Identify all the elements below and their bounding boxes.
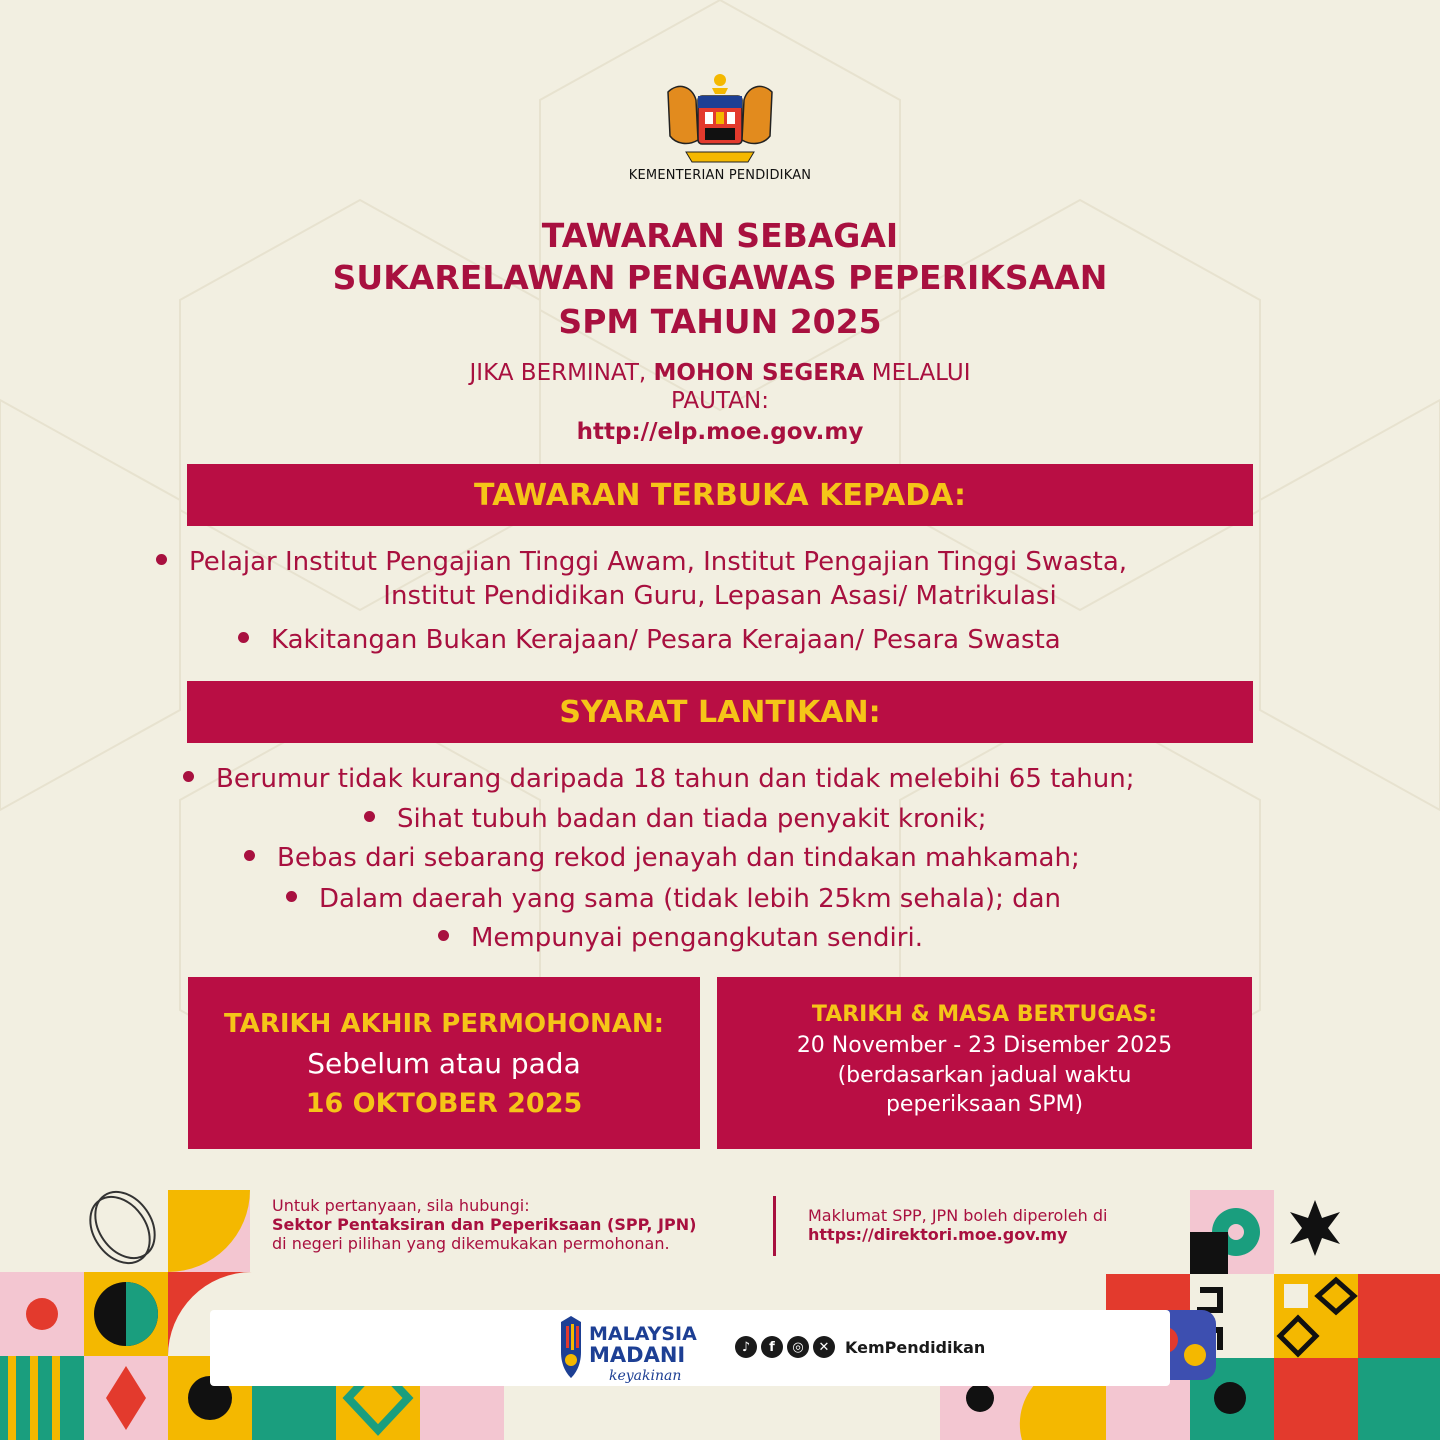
offer-item-text: Kakitangan Bukan Kerajaan/ Pesara Kerajaan/ Pesara Swasta [271,625,1061,655]
bullet-icon [364,811,375,822]
offer-item-continuation: Institut Pendidikan Guru, Lepasan Asasi/ Matrikulasi [383,581,1057,611]
bullet-icon [238,632,249,643]
requirement-text: Mempunyai pengangkutan sendiri. [471,923,923,953]
contact-divider [773,1196,776,1256]
offer-item [156,549,1127,575]
requirement-item [364,806,986,832]
intro-prefix: JIKA BERMINAT, [469,360,654,386]
requirement-text: Bebas dari sebarang rekod jenayah dan tindakan mahkamah; [277,843,1080,873]
offer-item [238,627,1061,653]
page-title-line-2: SUKARELAWAN PENGAWAS PEPERIKSAAN [332,258,1108,297]
requirements-heading-band [187,681,1253,743]
deadline-line: Sebelum atau pada [307,1047,581,1080]
offer-item-text: Pelajar Institut Pengajian Tinggi Awam, Institut Pengajian Tinggi Swasta, [189,547,1128,577]
contact-line-3: di negeri pilihan yang dikemukakan permohonan. [272,1234,670,1254]
directory-info [808,1206,1107,1244]
intro-emphasis: MOHON SEGERA [653,360,865,386]
intro-line-1 [0,362,1440,385]
requirement-item [286,886,1061,912]
malaysia-madani-logo [557,1314,717,1384]
logo-text-line-3: keyakinan [609,1368,682,1384]
requirement-text: Berumur tidak kurang daripada 18 tahun dan tidak melebihi 65 tahun; [216,764,1135,794]
intro-suffix: MELALUI [864,360,971,386]
bullet-icon [244,850,255,861]
directory-link[interactable]: https://direktori.moe.gov.my [808,1225,1068,1245]
duty-line-3: peperiksaan SPM) [885,1092,1084,1118]
duty-line-2: (berdasarkan jadual waktu [837,1062,1132,1088]
requirements-heading: SYARAT LANTIKAN: [559,694,881,730]
requirement-text: Dalam daerah yang sama (tidak lebih 25km sehala); dan [319,884,1062,914]
offer-heading-band [187,464,1253,526]
contact-info [272,1196,696,1254]
duty-heading: TARIKH & MASA BERTUGAS: [811,1002,1158,1027]
bullet-icon [183,771,194,782]
social-handle[interactable]: KemPendidikan [845,1337,986,1357]
requirement-item [244,845,1080,871]
page-title-line-3: SPM TAHUN 2025 [558,302,882,341]
application-link[interactable]: http://elp.moe.gov.my [576,419,864,445]
contact-line-1: Untuk pertanyaan, sila hubungi: [272,1196,530,1215]
bullet-icon [286,891,297,902]
logo-text-line-2: MADANI [589,1343,686,1367]
social-links [735,1336,985,1358]
deadline-heading: TARIKH AKHIR PERMOHONAN: [224,1009,664,1039]
requirement-item [438,925,923,951]
tiktok-icon[interactable]: ♪ [735,1336,757,1358]
logo-text-line-1: MALAYSIA [589,1323,697,1345]
contact-sector: Sektor Pentaksiran dan Peperiksaan (SPP, JPN) [272,1215,697,1235]
instagram-icon[interactable]: ◎ [787,1336,809,1358]
deadline-card [188,977,700,1149]
intro-line-2: PAUTAN: [671,388,769,414]
ministry-name: KEMENTERIAN PENDIDIKAN [628,168,812,183]
x-icon[interactable]: ✕ [813,1336,835,1358]
duty-dates [717,1031,1252,1120]
deadline-date: 16 OKTOBER 2025 [305,1088,583,1119]
facebook-icon[interactable]: f [761,1336,783,1358]
coat-of-arms-logo [658,72,782,172]
page-title-line-1: TAWARAN SEBAGAI [541,216,899,255]
duty-card [717,977,1252,1149]
duty-line-1: 20 November - 23 Disember 2025 [796,1033,1173,1058]
bullet-icon [156,554,167,565]
bullet-icon [438,930,449,941]
requirement-item [183,766,1134,792]
directory-line: Maklumat SPP, JPN boleh diperoleh di [808,1206,1108,1225]
requirement-text: Sihat tubuh badan dan tiada penyakit kronik; [397,804,987,834]
offer-heading: TAWARAN TERBUKA KEPADA: [474,477,966,513]
